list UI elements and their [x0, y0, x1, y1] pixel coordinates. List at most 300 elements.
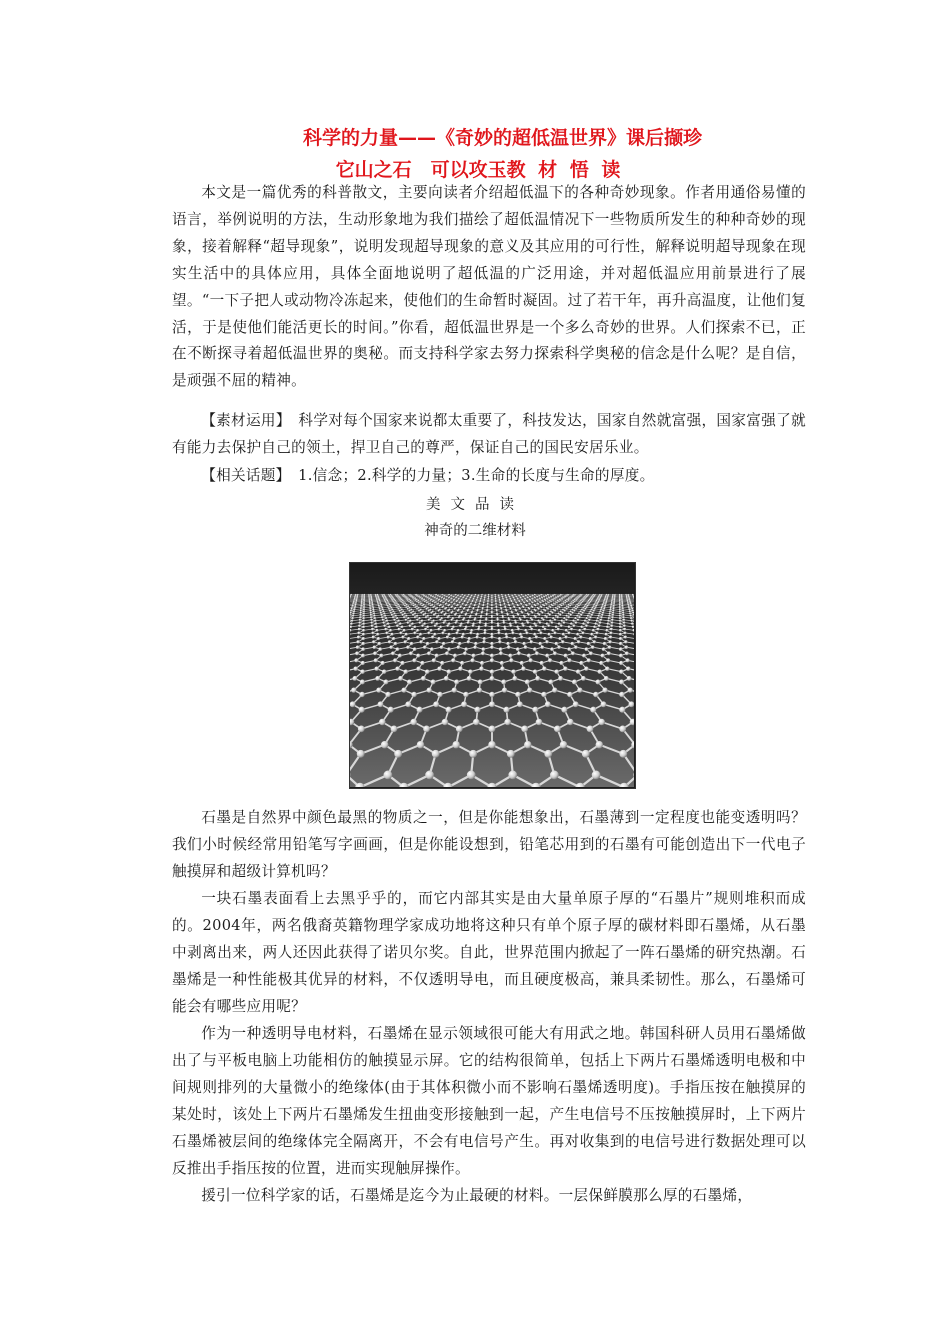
lattice-atom [514, 599, 516, 601]
lattice-atom [528, 608, 530, 610]
lattice-atom [371, 631, 374, 634]
lattice-atom [471, 595, 472, 596]
lattice-atom [373, 609, 375, 611]
lattice-atom [527, 601, 529, 603]
lattice-atom [386, 605, 388, 607]
lattice-atom [574, 599, 576, 601]
lattice-atom [583, 610, 585, 612]
lattice-atom [462, 603, 464, 605]
lattice-atom [491, 628, 494, 631]
lattice-atom [576, 633, 579, 636]
lattice-atom [418, 617, 420, 619]
lattice-atom [619, 610, 621, 612]
lattice-atom [574, 610, 576, 612]
topics-text: 1.信念；2.科学的力量；3.生命的长度与生命的厚度。 [283, 467, 655, 484]
lattice-atom [590, 707, 596, 713]
lattice-atom [444, 676, 449, 681]
lattice-atom [553, 609, 555, 611]
lattice-atom [511, 601, 513, 603]
lattice-atom [619, 607, 621, 609]
lattice-atom [427, 631, 430, 634]
lattice-atom [425, 596, 426, 597]
lattice-atom [424, 612, 426, 614]
lattice-atom [505, 636, 508, 639]
lattice-atom [498, 631, 501, 634]
lattice-atom [486, 610, 488, 612]
lattice-atom [409, 624, 412, 627]
lattice-atom [430, 595, 431, 596]
lattice-atom [391, 614, 393, 616]
lattice-atom [484, 629, 487, 632]
lattice-atom [611, 621, 614, 624]
lattice-atom [508, 771, 517, 780]
lattice-atom [613, 608, 615, 610]
lattice-atom [535, 601, 537, 603]
lattice-atom [587, 725, 594, 732]
lattice-atom [407, 617, 409, 619]
lattice-atom [546, 603, 548, 605]
lattice-atom [535, 616, 537, 618]
graphene-lattice-image [349, 562, 636, 789]
lattice-atom [560, 610, 562, 612]
lattice-atom [565, 619, 567, 621]
lattice-atom [561, 707, 567, 713]
lattice-atom [359, 619, 361, 621]
lattice-atom [576, 599, 578, 601]
lattice-atom [519, 608, 521, 610]
lattice-atom [440, 645, 444, 649]
lattice-atom [381, 605, 383, 607]
lattice-atom [420, 597, 421, 598]
lattice-atom [601, 701, 607, 707]
lattice-atom [358, 628, 361, 631]
lattice-atom [463, 692, 468, 697]
lattice-atom [570, 610, 572, 612]
lattice-atom [508, 594, 509, 595]
lattice-atom [507, 599, 509, 601]
lattice-atom [409, 619, 411, 621]
lattice-atom [363, 610, 365, 612]
lattice-atom [548, 658, 552, 662]
lattice-atom [520, 636, 523, 639]
lattice-atom [453, 603, 455, 605]
lattice-atom [576, 604, 578, 606]
lattice-atom [379, 608, 381, 610]
lattice-atom [460, 661, 464, 665]
lattice-atom [501, 680, 506, 685]
lattice-atom [462, 597, 464, 599]
lattice-atom [353, 610, 355, 612]
lattice-atom [526, 631, 529, 634]
lattice-atom [603, 608, 605, 610]
lattice-atom [489, 701, 495, 707]
lattice-atom [491, 621, 494, 624]
lattice-atom [446, 596, 447, 597]
lattice-atom [410, 594, 411, 595]
lattice-atom [521, 612, 523, 614]
lattice-atom [527, 621, 530, 624]
lattice-atom [391, 725, 398, 732]
lattice-atom [447, 647, 451, 651]
lattice-atom [558, 622, 561, 625]
lattice-atom [420, 603, 422, 605]
lattice-atom [487, 601, 489, 603]
lattice-atom [541, 645, 545, 649]
lattice-atom [440, 661, 444, 665]
lattice-atom [566, 595, 567, 596]
lattice-atom [591, 609, 593, 611]
lattice-atom [589, 652, 593, 656]
lattice-atom [613, 606, 615, 608]
lattice-atom [370, 612, 372, 614]
lattice-atom [563, 667, 567, 671]
lattice-atom [573, 701, 579, 707]
lattice-atom [586, 617, 588, 619]
lattice-atom [373, 615, 375, 617]
material-label: 【素材运用】 [201, 412, 284, 429]
lattice-atom [588, 603, 590, 605]
lattice-atom [589, 637, 592, 640]
lattice-atom [505, 595, 506, 596]
lattice-atom [457, 629, 460, 632]
lattice-atom [584, 619, 586, 621]
lattice-atom [543, 637, 546, 640]
lattice-atom [623, 628, 626, 631]
lattice-atom [552, 687, 557, 692]
lattice-atom [584, 667, 588, 671]
lattice-atom [413, 598, 415, 600]
lattice-atom [418, 607, 420, 609]
lattice-atom [592, 612, 594, 614]
lattice-atom [565, 596, 566, 597]
lattice-atom [404, 669, 409, 674]
lattice-atom [491, 612, 493, 614]
lattice-atom [397, 604, 399, 606]
lattice-atom [547, 598, 549, 600]
lattice-atom [520, 597, 522, 599]
lattice-atom [552, 617, 554, 619]
lattice-atom [490, 669, 495, 674]
lattice-atom [632, 610, 634, 612]
lattice-atom [571, 601, 573, 603]
lattice-atom [427, 687, 432, 692]
lattice-atom [495, 594, 496, 595]
lattice-atom [464, 628, 467, 631]
lattice-atom [631, 608, 633, 610]
document-subtitle: 它山之石 可以攻玉教 材 悟 读 [335, 159, 621, 181]
lattice-atom [455, 597, 457, 599]
lattice-atom [480, 598, 482, 600]
lattice-atom [419, 601, 421, 603]
lattice-atom [373, 612, 375, 614]
lattice-atom [402, 610, 404, 612]
lattice-atom [396, 617, 398, 619]
lattice-atom [512, 595, 513, 596]
lattice-atom [471, 612, 473, 614]
lattice-atom [350, 622, 353, 625]
lattice-atom [464, 595, 465, 596]
lattice-atom [448, 597, 450, 599]
lattice-atom [535, 636, 538, 639]
lattice-atom [456, 631, 459, 634]
lattice-atom [453, 599, 455, 601]
lattice-atom [490, 645, 494, 649]
lattice-atom [568, 612, 570, 614]
lattice-atom [381, 741, 388, 748]
lattice-atom [415, 594, 416, 595]
lattice-atom [619, 619, 621, 621]
lattice-atom [399, 622, 402, 625]
lattice-atom [597, 617, 599, 619]
lattice-atom [430, 599, 432, 601]
lattice-atom [383, 621, 386, 624]
lattice-atom [590, 601, 592, 603]
lattice-atom [450, 598, 452, 600]
lattice-atom [406, 604, 408, 606]
lattice-atom [412, 614, 414, 616]
lattice-atom [412, 658, 416, 662]
lattice-atom [416, 615, 418, 617]
lattice-atom [533, 633, 536, 636]
lattice-atom [558, 676, 563, 681]
lattice-atom [406, 645, 410, 649]
lattice-atom [451, 640, 454, 643]
lattice-atom [401, 609, 403, 611]
lattice-atom [533, 669, 538, 674]
lattice-atom [439, 625, 442, 628]
lattice-atom [398, 676, 403, 681]
lattice-atom [517, 701, 523, 707]
lattice-atom [624, 640, 627, 643]
lattice-atom [416, 595, 417, 596]
lattice-atom [434, 624, 437, 627]
lattice-atom [431, 621, 434, 624]
lattice-atom [407, 637, 410, 640]
lattice-atom [610, 604, 612, 606]
lattice-atom [602, 647, 606, 651]
lattice-atom [584, 605, 586, 607]
lattice-atom [561, 594, 562, 595]
lattice-atom [566, 599, 568, 601]
lattice-atom [546, 616, 548, 618]
lattice-atom [471, 658, 475, 662]
lattice-atom [491, 608, 493, 610]
lattice-atom [556, 597, 558, 599]
lattice-atom [475, 614, 477, 616]
lattice-atom [412, 596, 413, 597]
lattice-atom [500, 605, 502, 607]
lattice-atom [470, 629, 473, 632]
lattice-atom [601, 654, 605, 658]
lattice-atom [386, 619, 388, 621]
lattice-atom [357, 631, 360, 634]
lattice-atom [437, 667, 441, 671]
body-paragraph-3 [172, 1021, 806, 1182]
lattice-atom [437, 595, 438, 596]
lattice-atom [490, 658, 494, 662]
lattice-atom [568, 599, 570, 601]
lattice-atom [352, 603, 354, 605]
lattice-atom [606, 658, 610, 662]
lattice-atom [361, 654, 365, 658]
lattice-atom [419, 596, 420, 597]
lattice-atom [554, 603, 556, 605]
lattice-atom [361, 661, 365, 665]
lattice-atom [385, 631, 388, 634]
lattice-atom [428, 598, 430, 600]
lattice-atom [465, 605, 467, 607]
lattice-atom [459, 606, 461, 608]
lattice-atom [622, 610, 624, 612]
lattice-atom [474, 619, 476, 621]
lattice-atom [419, 633, 422, 636]
lattice-atom [467, 640, 470, 643]
lattice-atom [540, 598, 542, 600]
lattice-atom [582, 598, 584, 600]
lattice-atom [428, 594, 429, 595]
lattice-atom [524, 741, 531, 748]
lattice-atom [410, 600, 412, 602]
lattice-atom [525, 595, 526, 596]
lattice-atom [550, 647, 554, 651]
lattice-atom [601, 616, 603, 618]
lattice-atom [542, 601, 544, 603]
lattice-atom [360, 612, 362, 614]
lattice-atom [548, 680, 553, 685]
lattice-atom [592, 771, 601, 780]
lattice-atom [596, 631, 599, 634]
lattice-atom [489, 725, 496, 732]
lattice-atom [385, 692, 390, 697]
lattice-atom [437, 692, 442, 697]
lattice-atom [422, 599, 424, 601]
lattice-atom [423, 606, 425, 608]
lattice-atom [491, 605, 493, 607]
lattice-atom [628, 605, 630, 607]
lattice-atom [382, 669, 387, 674]
lattice-atom [452, 625, 455, 628]
lattice-atom [560, 594, 561, 595]
lattice-atom [601, 607, 603, 609]
lattice-atom [352, 615, 354, 617]
lattice-atom [387, 606, 389, 608]
lattice-atom [436, 622, 439, 625]
lattice-atom [418, 602, 420, 604]
lattice-atom [488, 594, 489, 595]
lattice-atom [405, 633, 408, 636]
lattice-atom [467, 676, 472, 681]
lattice-atom [400, 601, 402, 603]
lattice-atom [450, 595, 451, 596]
intro-paragraph: 本文是一篇优秀的科普散文，主要向读者介绍超低温下的各种奇妙现象。作者用通俗易懂的语言，举例说明的方法，生动形象地为我们描绘了超低温情况下一些物质所发生的种种奇妙的现象，接着解释“超导现象”，说明发现超导现象的意义及其应用的可行性，解释说明超导现象在现实生活中的具体应用，具体全面地说明了超低温的广泛用途，并对超低温应用前景进行了展望。“一下子把人或动物冷冻起来，使他们的生命暂时凝固。过了若干年，再升高温度，让他们复活，于是使他们能活更长的时间。”你看，超低温世界是一个多么奇妙的世界。人们探索不已，正在不断探寻着超低温世界的奥秘。而支持科学家去努力探索科学奥秘的信念是什么呢？是自信，是顽强不屈的精神。 [172, 184, 806, 390]
lattice-atom [610, 605, 612, 607]
lattice-atom [580, 603, 582, 605]
lattice-atom [475, 594, 476, 595]
lattice-atom [511, 669, 515, 674]
lattice-atom [569, 602, 571, 604]
lattice-atom [507, 614, 509, 616]
article-title: 神奇的二维材料 [424, 523, 526, 539]
lattice-atom [473, 598, 475, 600]
lattice-atom [513, 597, 515, 599]
lattice-atom [502, 598, 504, 600]
lattice-atom [571, 597, 573, 599]
lattice-atom [566, 615, 568, 617]
lattice-atom [545, 640, 548, 643]
lattice-atom [532, 595, 533, 596]
lattice-atom [622, 605, 624, 607]
lattice-atom [446, 707, 452, 713]
lattice-atom [438, 599, 440, 601]
lattice-atom [417, 595, 418, 596]
lattice-atom [552, 605, 554, 607]
lattice-atom [382, 619, 384, 621]
lattice-atom [362, 642, 365, 645]
graphene-lattice-svg [350, 563, 634, 787]
lattice-atom [619, 647, 623, 651]
lattice-atom [559, 604, 561, 606]
lattice-atom [502, 596, 503, 597]
lattice-atom [456, 725, 463, 732]
lattice-atom [609, 612, 611, 614]
lattice-atom [380, 614, 382, 616]
lattice-atom [619, 625, 622, 628]
lattice-atom [500, 661, 504, 665]
lattice-atom [626, 658, 630, 662]
lattice-atom [405, 606, 407, 608]
lattice-atom [535, 605, 537, 607]
lattice-atom [611, 619, 613, 621]
lattice-atom [602, 687, 607, 692]
lattice-atom [609, 640, 612, 643]
lattice-atom [623, 624, 626, 627]
lattice-atom [419, 621, 422, 624]
lattice-atom [553, 652, 557, 656]
lattice-atom [506, 610, 508, 612]
lattice-atom [403, 616, 405, 618]
lattice-atom [535, 652, 539, 656]
lattice-atom [396, 624, 399, 627]
lattice-atom [612, 612, 614, 614]
lattice-atom [568, 647, 572, 651]
lattice-atom [516, 596, 517, 597]
lattice-atom [527, 687, 532, 692]
lattice-atom [514, 606, 516, 608]
lattice-atom [605, 629, 608, 632]
body-paragraph-4 [172, 1183, 806, 1210]
lattice-atom [537, 596, 538, 597]
lattice-atom [363, 605, 365, 607]
lattice-atom [411, 628, 414, 631]
lattice-atom [395, 605, 397, 607]
lattice-atom [452, 687, 457, 692]
lattice-atom [551, 596, 552, 597]
lattice-atom [371, 624, 374, 627]
lattice-atom [469, 750, 477, 758]
lattice-atom [578, 605, 580, 607]
lattice-atom [507, 602, 509, 604]
lattice-atom [377, 601, 379, 603]
lattice-atom [564, 596, 565, 597]
lattice-atom [420, 661, 424, 665]
lattice-atom [489, 692, 494, 697]
lattice-atom [447, 669, 452, 674]
lattice-atom [562, 598, 564, 600]
lattice-atom [596, 619, 598, 621]
lattice-atom [582, 622, 585, 625]
lattice-atom [603, 610, 605, 612]
lattice-atom [393, 658, 397, 662]
